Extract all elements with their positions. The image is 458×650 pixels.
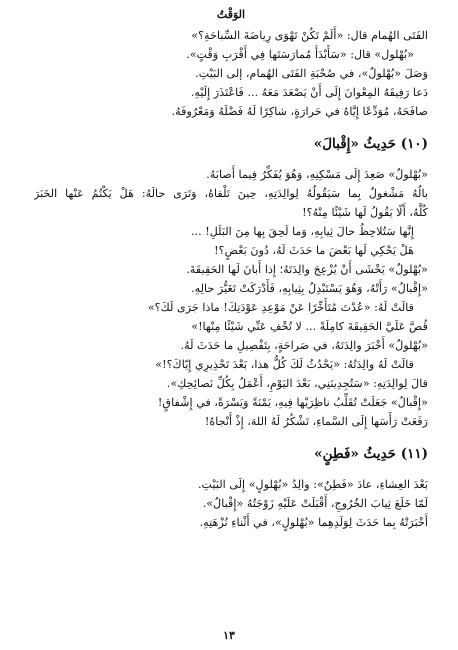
text-line: لَمّا خَلَعَ ثِيابَ الخُرُوجِ، أَقْبَلَتْ عَلَيْهِ زَوْجَتُهُ «إِقْبالُ». — [202, 497, 428, 510]
text-line: «بُهْلولٌ» أَخْبَرَ والِدَتَهُ، في صَراحَةٍ، بِتَفْصِيلِ ما حَدَثَ لَهُ. — [180, 339, 428, 352]
page-number: ١٣ — [223, 629, 235, 642]
text-line: قالَ لِوالِدَتِهِ: «سَتُجِدِينَنِي، بَعْدَ اليَوْمِ، أَعْمَلُ بِكُلِّ نَصائِحِكِ». — [166, 377, 428, 390]
section-heading-10: (١٠) حَدِيثُ «إِقْبالَ» — [313, 136, 428, 152]
text-line: وَصَلَ «بُهْلولٌ»، في صُحْبَةِ الفَتَى الهُمام، إلى البَيْتِ. — [195, 67, 428, 80]
running-header: الوَقْتُ — [216, 8, 246, 21]
text-line: كُلَّهُ، أَلّا يَقُولُ لَها شَيْئًا مِنْهُ؟! — [302, 206, 428, 219]
text-line: قُصَّ عَلَيَّ الحَقِيقَةَ كامِلَةً ... لا تُخْفِ عَنِّي شَيْئًا مِنْها!» — [191, 320, 428, 333]
text-line: الفَتَى الهُمام قال: «أَلَمْ تَكُنْ تَهْوَى رِياضَةَ السِّباحَةِ؟» — [191, 29, 428, 42]
section-11-paragraphs — [34, 475, 428, 532]
section-10-paragraphs — [34, 165, 428, 431]
text-line: «بُهْلولٌ» يَخْشَى أَنْ يُزْعِجَ والِدَتَهُ؛ إِذا أَبانَ لَها الحَقِيقَةَ. — [186, 263, 428, 276]
text-line: قالَتْ لَهُ: «عُدْتَ مُتَأَخِّرًا عَنْ مَوْعِدِ عَوْدَتِكَ! ماذا جَرَى لَكَ؟» — [147, 301, 414, 314]
text-line: «بُهْلولٌ» صَعِدَ إِلَى مَسْكِنِهِ، وَهُوَ يُفَكِّرُ فِيما أَصابَهُ. — [206, 168, 428, 181]
section-heading-11: (١١) حَدِيثُ «فَطِنٍ» — [314, 446, 428, 462]
text-line: «إِقْبالُ» جَعَلَتْ تُقَلِّبُ ناظِرَيْها فِيهِ، يَمْنَةً وَيَسْرَةً، في إِشْفاقٍ! — [157, 396, 428, 409]
text-line: «بُهْلول» قال: «سَأَبْدَأُ مُمارَسَتَها فِي أَقْرَبِ وَقْتٍ». — [186, 48, 414, 61]
text-line: هَلْ يَحْكِي لَها بَعْضَ ما حَدَثَ لَهُ، دُونَ بَعْضٍ؟! — [214, 244, 414, 257]
intro-paragraphs — [34, 26, 428, 121]
text-line: دَعا رَفِيقَهُ المِعْوانَ إِلَى أَنْ يَصْعَدَ مَعَهُ ... فَاعْتَذَرَ إِلَيْهِ. — [190, 86, 428, 99]
text-line: بَعْدَ العِشاءِ، عادَ «فَطِنٌ»: والِدُ «بُهْلولٍ» إِلَى البَيْتِ. — [197, 478, 428, 491]
text-line: صافَحَهُ، مُوَدِّعًا إِيَّاهُ في حَرارَةٍ، شاكِرًا لَهُ فَضْلَهُ وَمَعْرُوفَهُ. — [171, 105, 428, 118]
text-line: إِنَّها سَتُلاحِظُ حالَ ثِيابِهِ، وَما لَحِقَ بِها مِنَ البَلَلِ! ... — [190, 225, 414, 238]
text-line: «إِقْبالُ» رَأَتْهُ، وَهُوَ يَسْتَبْدِلُ بِثِيابِهِ، فَأَدْرَكَتْ تَغَيُّرَ حالِهِ. — [191, 282, 428, 295]
text-line: بالُهُ مَشْغولٌ بِما سَيَقُولُهُ لِوالِدَتِهِ، حِينَ تَلْقاهُ، وَتَرَى حالَهُ: هَلْ يَكْتُمُ عَنْها الخَبَرَ — [34, 187, 428, 200]
text-line: رَفَعَتْ رَأْسَها إِلَى السَّماءِ، تَشْكُرُ لَهُ اللهَ، إِذْ أَنْجاهُ! — [204, 415, 428, 428]
text-line: قالَتْ لَهُ والِدَتُهُ: «يَحْدُثُ لَكَ كُلُّ هذا، بَعْدَ تَحْذِيرِي إِيّاكَ؟!» — [155, 358, 414, 371]
text-line: أَخْبَرَتْهُ بِما حَدَثَ لِوَلَدِهِما «بُهْلولٍ»، في أَثْناءِ نُزْهَتِهِ. — [199, 516, 428, 529]
